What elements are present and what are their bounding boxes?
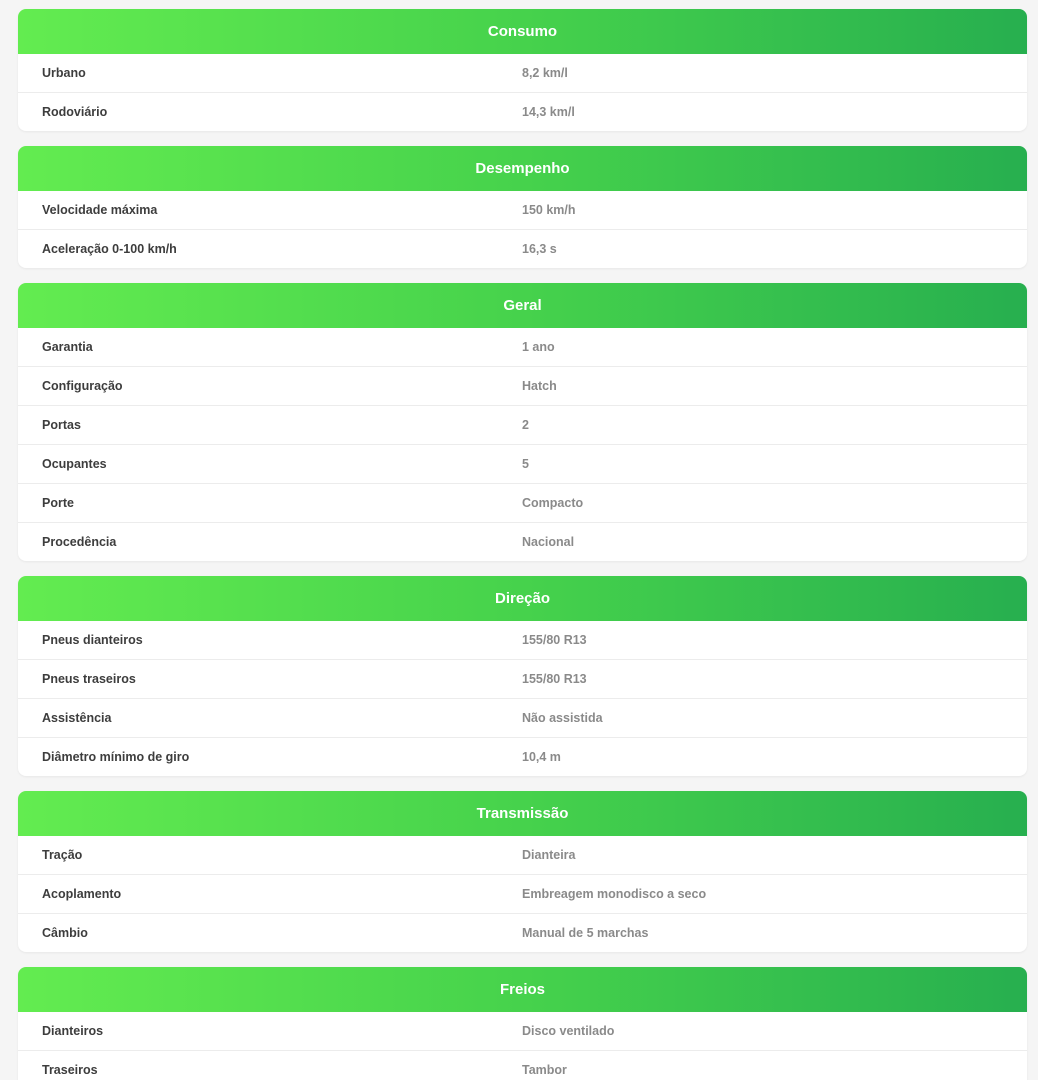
spec-label: Traseiros: [42, 1063, 98, 1077]
spec-section: [18, 146, 1027, 268]
specs-list: [18, 9, 1027, 1080]
spec-label: Portas: [42, 418, 81, 432]
spec-row: [18, 230, 1027, 268]
spec-row: [18, 738, 1027, 776]
spec-row: [18, 914, 1027, 952]
spec-value: 16,3 s: [522, 242, 557, 256]
spec-label: Garantia: [42, 340, 93, 354]
spec-row: [18, 699, 1027, 738]
spec-value: 14,3 km/l: [522, 105, 575, 119]
spec-value: 155/80 R13: [522, 633, 587, 647]
spec-label: Configuração: [42, 379, 123, 393]
spec-row: [18, 484, 1027, 523]
spec-label: Aceleração 0-100 km/h: [42, 242, 177, 256]
spec-row: [18, 191, 1027, 230]
spec-row: [18, 875, 1027, 914]
spec-value: Nacional: [522, 535, 575, 549]
spec-value: 1 ano: [522, 340, 555, 354]
section-title: Freios: [18, 967, 1027, 1012]
spec-value: Hatch: [522, 379, 557, 393]
spec-label: Dianteiros: [42, 1024, 104, 1038]
section-title: Consumo: [18, 9, 1027, 54]
spec-row: [18, 93, 1027, 131]
spec-label: Procedência: [42, 535, 117, 549]
spec-label: Assistência: [42, 711, 112, 725]
spec-value: Manual de 5 marchas: [522, 926, 649, 940]
spec-value: 10,4 m: [522, 750, 561, 764]
spec-row: [18, 367, 1027, 406]
spec-section: [18, 576, 1027, 776]
spec-value: Dianteira: [522, 848, 576, 862]
spec-label: Pneus traseiros: [42, 672, 136, 686]
spec-row: [18, 54, 1027, 93]
section-title: Direção: [18, 576, 1027, 621]
spec-value: Disco ventilado: [522, 1024, 615, 1038]
spec-section: [18, 9, 1027, 131]
spec-value: 150 km/h: [522, 203, 576, 217]
spec-row: [18, 836, 1027, 875]
spec-label: Rodoviário: [42, 105, 108, 119]
spec-row: [18, 660, 1027, 699]
spec-label: Porte: [42, 496, 74, 510]
section-title: Transmissão: [18, 791, 1027, 836]
spec-value: Embreagem monodisco a seco: [522, 887, 707, 901]
spec-value: Compacto: [522, 496, 584, 510]
section-title: Desempenho: [18, 146, 1027, 191]
spec-label: Câmbio: [42, 926, 88, 940]
spec-row: [18, 445, 1027, 484]
spec-row: [18, 406, 1027, 445]
spec-label: Acoplamento: [42, 887, 122, 901]
spec-row: [18, 1012, 1027, 1051]
spec-row: [18, 1051, 1027, 1080]
spec-value: 155/80 R13: [522, 672, 587, 686]
spec-value: Não assistida: [522, 711, 603, 725]
spec-label: Velocidade máxima: [42, 203, 158, 217]
spec-row: [18, 328, 1027, 367]
spec-row: [18, 523, 1027, 561]
spec-value: 8,2 km/l: [522, 66, 568, 80]
spec-section: [18, 967, 1027, 1080]
spec-label: Tração: [42, 848, 83, 862]
spec-label: Diâmetro mínimo de giro: [42, 750, 190, 764]
spec-label: Pneus dianteiros: [42, 633, 143, 647]
section-title: Geral: [18, 283, 1027, 328]
spec-label: Ocupantes: [42, 457, 107, 471]
spec-section: [18, 791, 1027, 952]
spec-value: 2: [522, 418, 529, 432]
spec-row: [18, 621, 1027, 660]
spec-section: [18, 283, 1027, 561]
spec-value: Tambor: [522, 1063, 567, 1077]
spec-value: 5: [522, 457, 529, 471]
spec-label: Urbano: [42, 66, 86, 80]
